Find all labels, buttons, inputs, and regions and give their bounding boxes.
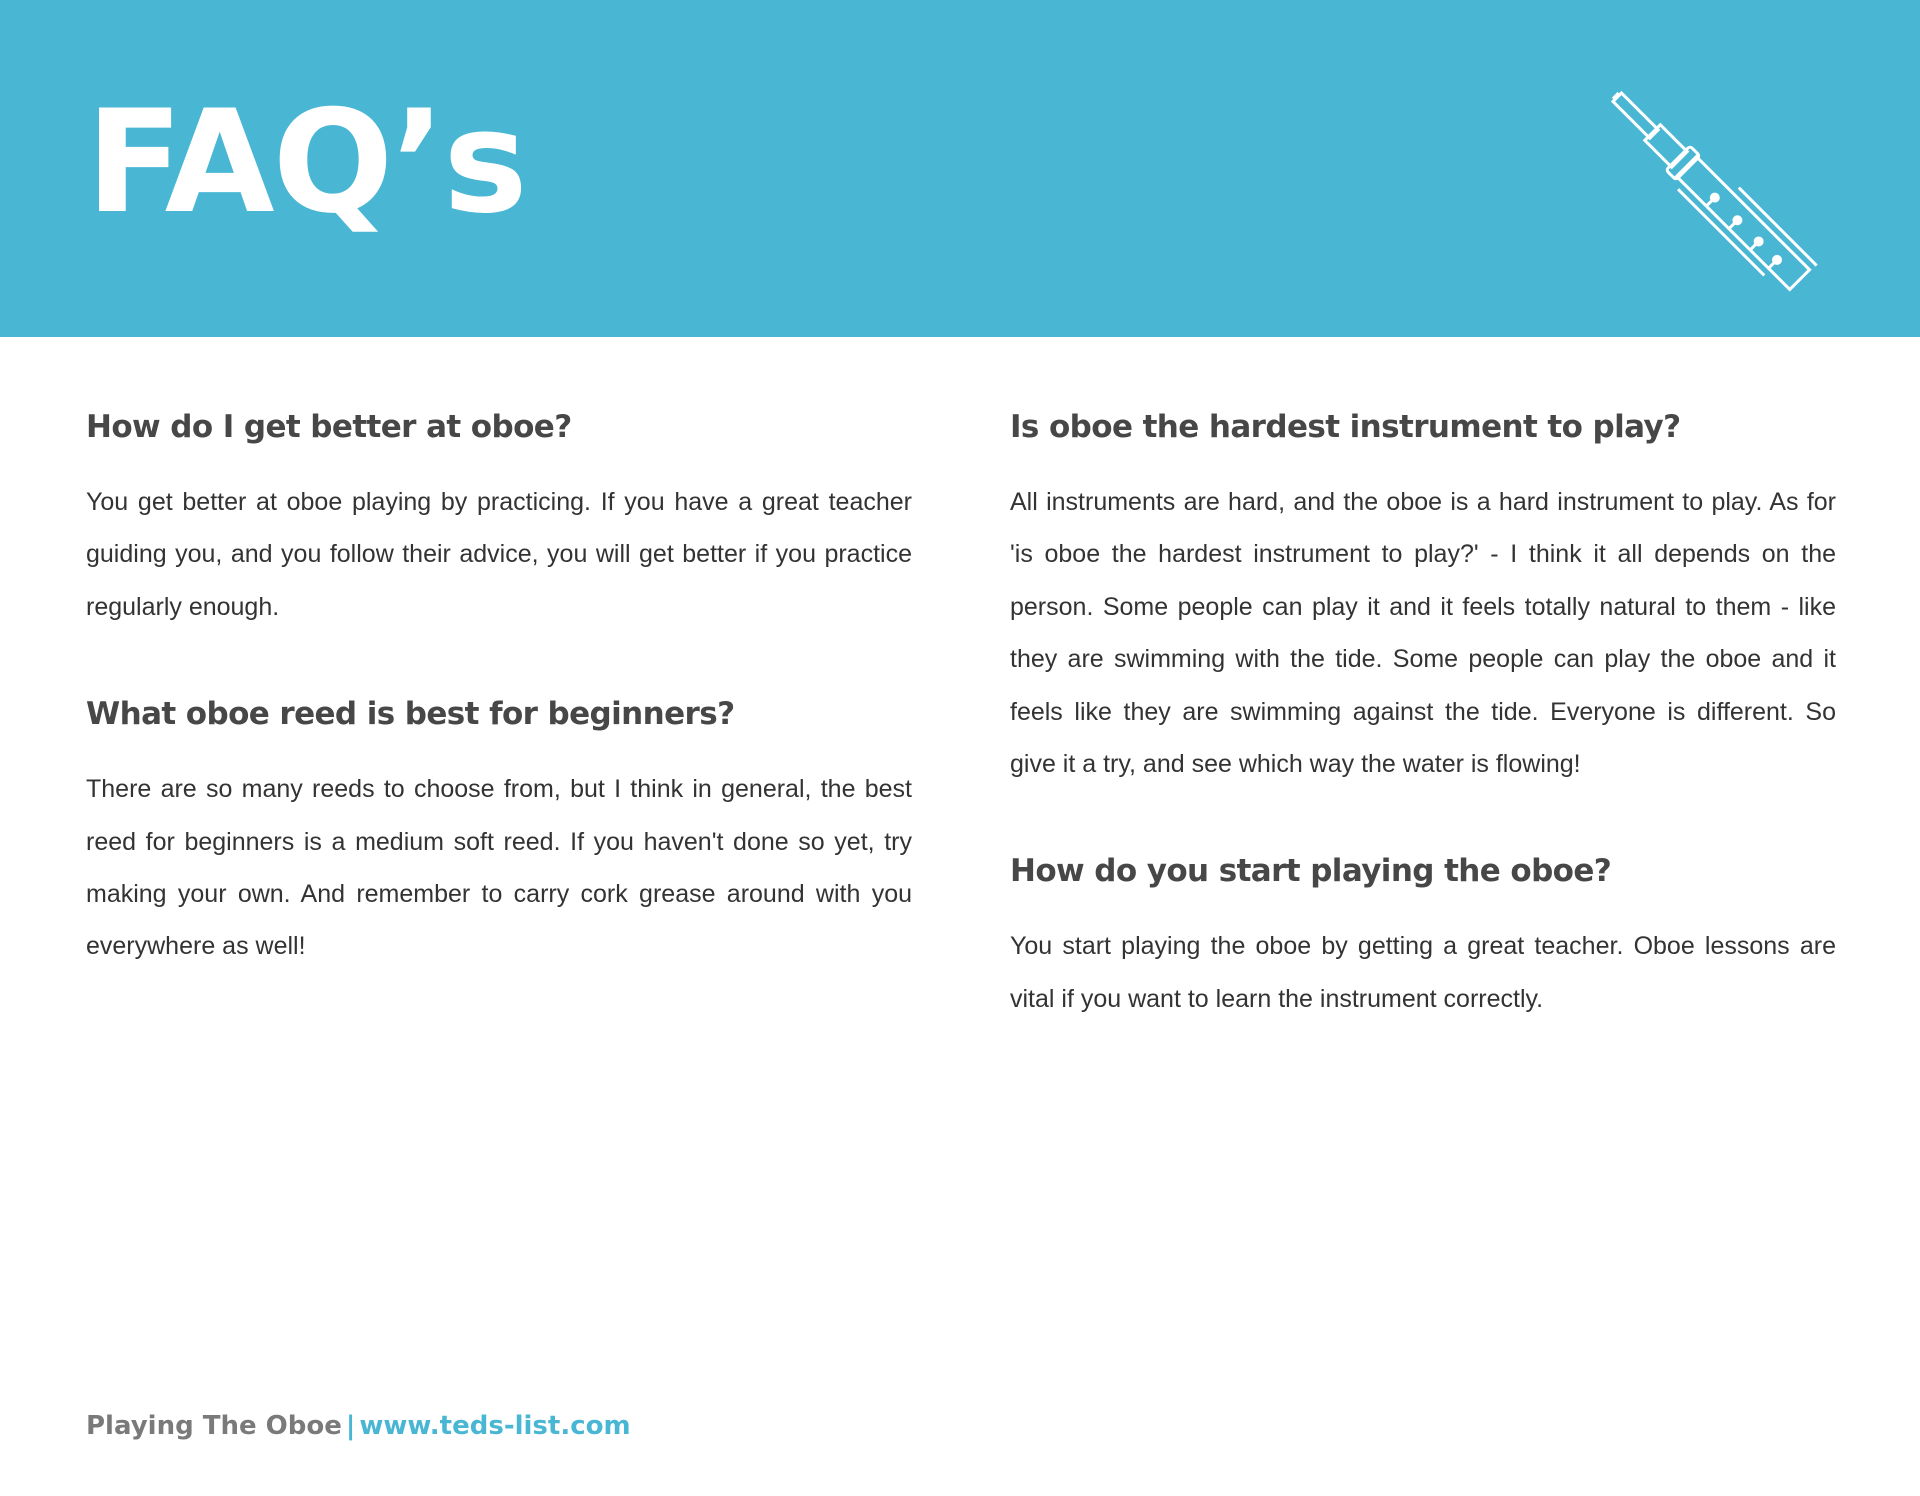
page-title: FAQ’s (86, 80, 526, 245)
footer-url-link[interactable]: www.teds-list.com (359, 1411, 631, 1441)
left-column (86, 400, 912, 1027)
faq-answer: You get better at oboe playing by practicing. If you have a great teacher guiding you, and you follow their advice, you will get better if you practice regularly enough. (86, 488, 912, 621)
footer-title: Playing The Oboe (86, 1411, 342, 1441)
faq-item (1010, 844, 1836, 1025)
faq-item (86, 687, 912, 973)
faq-question: Is oboe the hardest instrument to play? (1010, 409, 1681, 445)
faq-answer: All instruments are hard, and the oboe is a hard instrument to play. As for 'is oboe the hardest instrument to play?' - I think it all depends on the person. Some people can play it and it feels totally natural to them - like they are swimming with the tide. Some people can play the oboe and it feels like they are swimming against the tide. Everyone is different. So give it a try, and see which way the water is flowing! (1010, 488, 1836, 779)
oboe-icon (1570, 50, 1820, 300)
right-column (1010, 400, 1836, 1079)
faq-item (86, 400, 912, 633)
faq-answer: There are so many reeds to choose from, but I think in general, the best reed for beginners is a medium soft reed. If you haven't done so yet, try making your own. And remember to carry cork grease around with you everywhere as well! (86, 775, 912, 961)
faq-item (1010, 400, 1836, 790)
faq-question: How do I get better at oboe? (86, 409, 572, 445)
faq-question: What oboe reed is best for beginners? (86, 696, 735, 733)
footer-separator: | (345, 1411, 356, 1441)
faq-question: How do you start playing the oboe? (1010, 853, 1612, 890)
page-footer (86, 1406, 631, 1446)
page-header (0, 0, 1920, 337)
faq-answer: You start playing the oboe by getting a great teacher. Oboe lessons are vital if you want to learn the instrument correctly. (1010, 932, 1836, 1013)
